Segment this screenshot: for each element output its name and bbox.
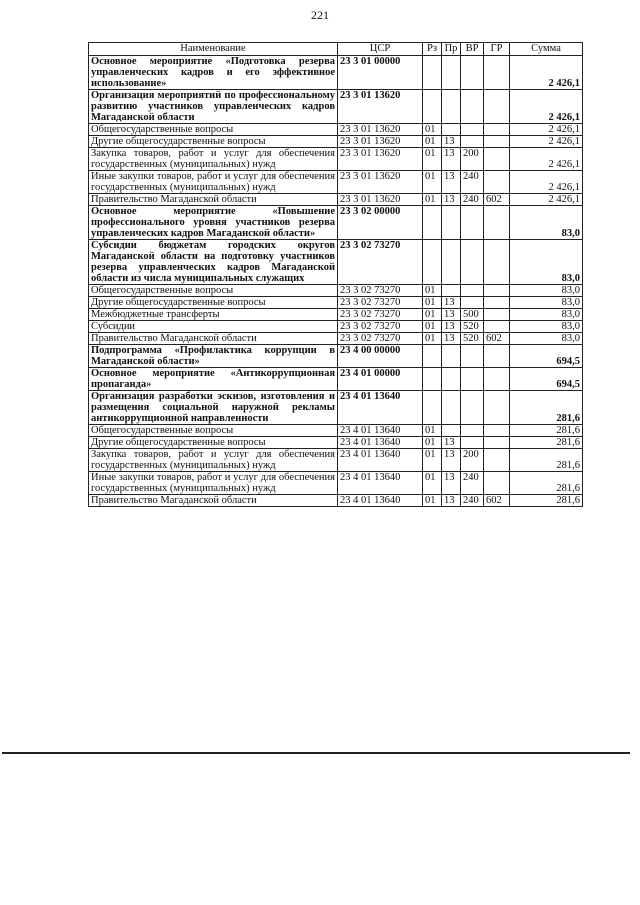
- cell-name: Другие общегосударственные вопросы: [89, 136, 338, 148]
- cell-csr: 23 3 02 73270: [338, 309, 423, 321]
- cell-name: Субсидии: [89, 321, 338, 333]
- cell-gr: [484, 171, 510, 194]
- cell-pr: [442, 285, 461, 297]
- cell-name: Межбюджетные трансферты: [89, 309, 338, 321]
- cell-sum: 2 426,1: [510, 148, 583, 171]
- cell-vr: [461, 391, 484, 425]
- cell-name: Основное мероприятие «Подготовка резерва управленческих кадров и его эффективное использование»: [89, 56, 338, 90]
- table-row: [89, 171, 583, 194]
- cell-sum: 83,0: [510, 297, 583, 309]
- cell-vr: 520: [461, 321, 484, 333]
- cell-csr: 23 3 01 13620: [338, 136, 423, 148]
- cell-pr: [442, 391, 461, 425]
- cell-sum: 281,6: [510, 425, 583, 437]
- cell-rz: [423, 206, 442, 240]
- cell-name: Организация разработки эскизов, изготовления и размещения социальной наружной рекламы антикоррупционной направленности: [89, 391, 338, 425]
- cell-sum: 2 426,1: [510, 136, 583, 148]
- cell-gr: [484, 124, 510, 136]
- cell-csr: 23 3 01 13620: [338, 90, 423, 124]
- cell-rz: 01: [423, 333, 442, 345]
- table-row: [89, 437, 583, 449]
- cell-name: Организация мероприятий по профессиональному развитию участников управленческих кадров Магаданской области: [89, 90, 338, 124]
- cell-gr: [484, 368, 510, 391]
- cell-sum: 2 426,1: [510, 171, 583, 194]
- cell-gr: [484, 309, 510, 321]
- cell-sum: 83,0: [510, 321, 583, 333]
- cell-sum: 281,6: [510, 495, 583, 507]
- cell-rz: 01: [423, 148, 442, 171]
- cell-rz: 01: [423, 309, 442, 321]
- cell-csr: 23 3 02 73270: [338, 285, 423, 297]
- table-row: [89, 309, 583, 321]
- table-row: [89, 472, 583, 495]
- cell-pr: 13: [442, 297, 461, 309]
- budget-table: [88, 42, 583, 507]
- cell-vr: [461, 56, 484, 90]
- cell-rz: 01: [423, 171, 442, 194]
- cell-gr: [484, 56, 510, 90]
- cell-name: Общегосударственные вопросы: [89, 285, 338, 297]
- cell-name: Правительство Магаданской области: [89, 194, 338, 206]
- cell-pr: 13: [442, 449, 461, 472]
- cell-gr: [484, 297, 510, 309]
- table-row: [89, 124, 583, 136]
- cell-rz: 01: [423, 437, 442, 449]
- cell-name: Основное мероприятие «Повышение профессионального уровня участников резерва управленческих кадров Магаданской области»: [89, 206, 338, 240]
- cell-pr: 13: [442, 472, 461, 495]
- cell-sum: 2 426,1: [510, 194, 583, 206]
- cell-csr: 23 4 01 13640: [338, 449, 423, 472]
- cell-pr: [442, 425, 461, 437]
- cell-gr: [484, 449, 510, 472]
- cell-rz: [423, 240, 442, 285]
- header-sum: Сумма: [510, 43, 583, 56]
- cell-rz: 01: [423, 124, 442, 136]
- cell-rz: 01: [423, 194, 442, 206]
- cell-pr: 13: [442, 309, 461, 321]
- table-row: [89, 297, 583, 309]
- cell-rz: 01: [423, 321, 442, 333]
- cell-name: Закупка товаров, работ и услуг для обеспечения государственных (муниципальных) нужд: [89, 449, 338, 472]
- cell-gr: [484, 136, 510, 148]
- table-row: [89, 136, 583, 148]
- cell-vr: 240: [461, 472, 484, 495]
- cell-sum: 83,0: [510, 309, 583, 321]
- cell-csr: 23 4 01 13640: [338, 425, 423, 437]
- table-body: [89, 56, 583, 507]
- table-row: [89, 368, 583, 391]
- cell-vr: [461, 368, 484, 391]
- cell-gr: [484, 321, 510, 333]
- cell-name: Основное мероприятие «Антикоррупционная пропаганда»: [89, 368, 338, 391]
- cell-vr: 240: [461, 495, 484, 507]
- page-number: 221: [311, 8, 329, 22]
- page-divider-line: [2, 752, 630, 754]
- cell-csr: 23 3 02 73270: [338, 240, 423, 285]
- cell-sum: 281,6: [510, 449, 583, 472]
- table-row: [89, 425, 583, 437]
- cell-sum: 2 426,1: [510, 124, 583, 136]
- cell-vr: [461, 297, 484, 309]
- table-row: [89, 495, 583, 507]
- cell-sum: 281,6: [510, 391, 583, 425]
- cell-sum: 2 426,1: [510, 56, 583, 90]
- cell-gr: [484, 90, 510, 124]
- cell-rz: 01: [423, 136, 442, 148]
- table-row: [89, 391, 583, 425]
- cell-csr: 23 3 01 13620: [338, 124, 423, 136]
- cell-pr: [442, 56, 461, 90]
- cell-name: Правительство Магаданской области: [89, 495, 338, 507]
- cell-vr: 520: [461, 333, 484, 345]
- cell-csr: 23 4 01 13640: [338, 472, 423, 495]
- table-row: [89, 206, 583, 240]
- cell-name: Субсидии бюджетам городских округов Магаданской области на подготовку участников резерва управленческих кадров Магаданской области из числа муниципальных служащих: [89, 240, 338, 285]
- cell-vr: 200: [461, 148, 484, 171]
- cell-sum: 83,0: [510, 240, 583, 285]
- cell-pr: 13: [442, 495, 461, 507]
- cell-csr: 23 4 00 00000: [338, 345, 423, 368]
- header-pr: Пр: [442, 43, 461, 56]
- cell-rz: [423, 56, 442, 90]
- cell-rz: [423, 391, 442, 425]
- cell-pr: 13: [442, 136, 461, 148]
- cell-name: Подпрограмма «Профилактика коррупции в Магаданской области»: [89, 345, 338, 368]
- cell-csr: 23 3 02 00000: [338, 206, 423, 240]
- cell-csr: 23 4 01 13640: [338, 437, 423, 449]
- cell-vr: 500: [461, 309, 484, 321]
- cell-name: Закупка товаров, работ и услуг для обеспечения государственных (муниципальных) нужд: [89, 148, 338, 171]
- table-row: [89, 321, 583, 333]
- cell-gr: [484, 437, 510, 449]
- cell-vr: [461, 285, 484, 297]
- cell-sum: 281,6: [510, 472, 583, 495]
- cell-gr: [484, 345, 510, 368]
- cell-pr: [442, 345, 461, 368]
- cell-gr: 602: [484, 333, 510, 345]
- cell-csr: 23 4 01 13640: [338, 391, 423, 425]
- cell-sum: 83,0: [510, 285, 583, 297]
- cell-vr: 240: [461, 171, 484, 194]
- cell-name: Правительство Магаданской области: [89, 333, 338, 345]
- cell-vr: [461, 425, 484, 437]
- cell-name: Другие общегосударственные вопросы: [89, 297, 338, 309]
- cell-sum: 281,6: [510, 437, 583, 449]
- cell-pr: [442, 206, 461, 240]
- table-row: [89, 449, 583, 472]
- cell-vr: 240: [461, 194, 484, 206]
- cell-vr: [461, 136, 484, 148]
- cell-rz: 01: [423, 472, 442, 495]
- header-gr: ГР: [484, 43, 510, 56]
- cell-gr: 602: [484, 495, 510, 507]
- cell-sum: 83,0: [510, 333, 583, 345]
- cell-sum: 694,5: [510, 368, 583, 391]
- table-row: [89, 285, 583, 297]
- cell-vr: [461, 124, 484, 136]
- cell-pr: [442, 90, 461, 124]
- cell-gr: [484, 425, 510, 437]
- cell-vr: 200: [461, 449, 484, 472]
- cell-csr: 23 3 02 73270: [338, 333, 423, 345]
- cell-name: Иные закупки товаров, работ и услуг для обеспечения государственных (муниципальных) нужд: [89, 472, 338, 495]
- cell-pr: 13: [442, 333, 461, 345]
- cell-rz: 01: [423, 285, 442, 297]
- cell-sum: 694,5: [510, 345, 583, 368]
- cell-gr: [484, 472, 510, 495]
- table-row: [89, 240, 583, 285]
- cell-rz: 01: [423, 449, 442, 472]
- cell-rz: 01: [423, 495, 442, 507]
- cell-sum: 2 426,1: [510, 90, 583, 124]
- cell-gr: [484, 206, 510, 240]
- cell-pr: 13: [442, 437, 461, 449]
- cell-csr: 23 3 01 13620: [338, 171, 423, 194]
- cell-name: Общегосударственные вопросы: [89, 425, 338, 437]
- table-row: [89, 90, 583, 124]
- table-header: [89, 43, 583, 56]
- cell-vr: [461, 345, 484, 368]
- cell-csr: 23 3 02 73270: [338, 321, 423, 333]
- cell-csr: 23 3 02 73270: [338, 297, 423, 309]
- cell-name: Другие общегосударственные вопросы: [89, 437, 338, 449]
- cell-rz: 01: [423, 425, 442, 437]
- header-vr: ВР: [461, 43, 484, 56]
- cell-csr: 23 4 01 00000: [338, 368, 423, 391]
- header-name: Наименование: [89, 43, 338, 56]
- table-row: [89, 345, 583, 368]
- cell-vr: [461, 206, 484, 240]
- cell-csr: 23 3 01 00000: [338, 56, 423, 90]
- cell-pr: 13: [442, 148, 461, 171]
- table-row: [89, 56, 583, 90]
- cell-sum: 83,0: [510, 206, 583, 240]
- header-csr: ЦСР: [338, 43, 423, 56]
- cell-vr: [461, 90, 484, 124]
- cell-gr: 602: [484, 194, 510, 206]
- cell-rz: [423, 90, 442, 124]
- table-row: [89, 148, 583, 171]
- cell-rz: [423, 345, 442, 368]
- cell-pr: [442, 240, 461, 285]
- cell-pr: [442, 124, 461, 136]
- cell-gr: [484, 148, 510, 171]
- cell-vr: [461, 437, 484, 449]
- cell-pr: [442, 368, 461, 391]
- cell-rz: [423, 368, 442, 391]
- cell-gr: [484, 285, 510, 297]
- header-rz: Рз: [423, 43, 442, 56]
- cell-rz: 01: [423, 297, 442, 309]
- cell-name: Общегосударственные вопросы: [89, 124, 338, 136]
- table-row: [89, 333, 583, 345]
- cell-pr: 13: [442, 194, 461, 206]
- cell-name: Иные закупки товаров, работ и услуг для обеспечения государственных (муниципальных) нужд: [89, 171, 338, 194]
- cell-gr: [484, 391, 510, 425]
- cell-csr: 23 3 01 13620: [338, 148, 423, 171]
- cell-pr: 13: [442, 321, 461, 333]
- cell-csr: 23 3 01 13620: [338, 194, 423, 206]
- cell-csr: 23 4 01 13640: [338, 495, 423, 507]
- cell-vr: [461, 240, 484, 285]
- cell-pr: 13: [442, 171, 461, 194]
- cell-gr: [484, 240, 510, 285]
- table-row: [89, 194, 583, 206]
